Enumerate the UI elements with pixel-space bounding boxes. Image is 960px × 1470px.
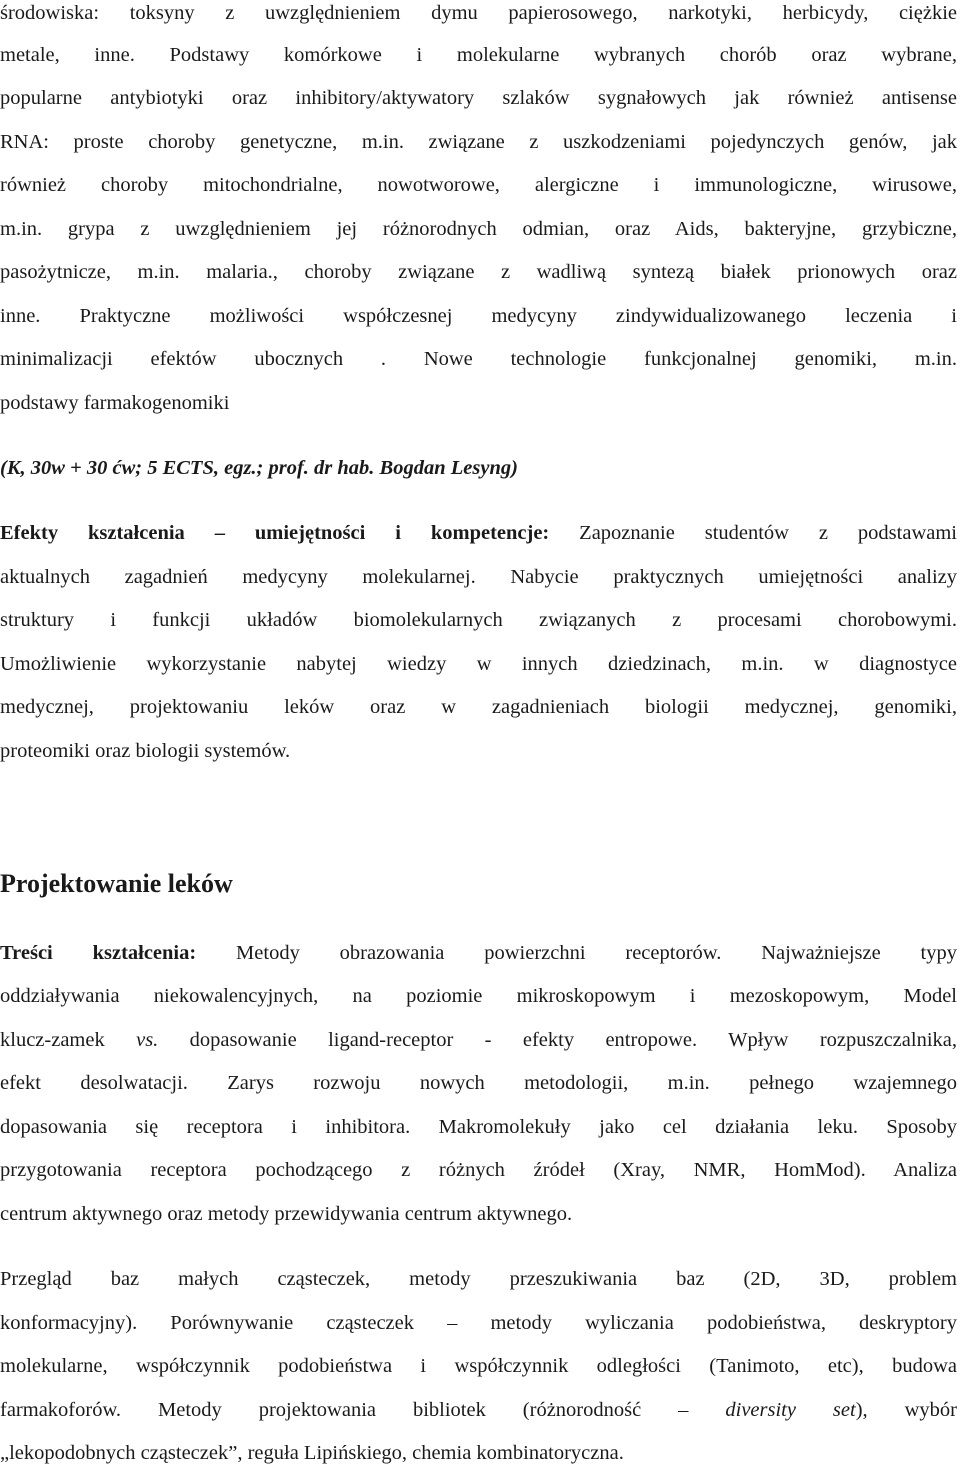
effects-label: Efekty kształcenia – umiejętności i kompetencje: [0,522,550,544]
text-line: centrum aktywnego oraz metody przewidywania centrum aktywnego. [0,1203,573,1225]
text-line: Przegląd baz małych cząsteczek, metody przeszukiwania baz (2D, 3D, problem [0,1268,957,1290]
text-line: RNA: proste choroby genetyczne, m.in. związane z uszkodzeniami pojedynczych genów, jak [0,131,957,153]
text-line: dopasowania się receptora i inhibitora. Makromolekuły jako cel działania leku. Sposoby [0,1116,957,1138]
text-line: oddziaływania niekowalencyjnych, na poziomie mikroskopowym i mezoskopowym, Model [0,985,957,1007]
effects-line [0,519,957,547]
text-line: proteomiki oraz biologii systemów. [0,740,291,762]
content-line [0,939,957,967]
text-line: konformacyjny). Porównywanie cząsteczek – metody wyliczania podobieństwa, deskryptory [0,1312,957,1334]
text-line: pasożytnicze, m.in. malaria., choroby związane z wadliwą syntezą białek prionowych oraz [0,261,957,283]
text-line: aktualnych zagadnień medycyny molekularnej. Nabycie praktycznych umiejętności analizy [0,566,957,588]
text-segment: farmakoforów. Metody projektowania bibliotek (różnorodność – [0,1399,726,1421]
course-info: (K, 30w + 30 ćw; 5 ECTS, egz.; prof. dr hab. Bogdan Lesyng) [0,457,518,479]
text-line: Umożliwienie wykorzystanie nabytej wiedzy w innych dziedzinach, m.in. w diagnostyce [0,653,957,675]
text-segment: klucz-zamek [0,1029,137,1051]
effects-text: Zapoznanie studentów z podstawami [549,522,957,544]
italic-vs: vs. [136,1029,159,1051]
section-heading: Projektowanie leków [0,869,233,898]
text-line: struktury i funkcji układów biomolekularnych związanych z procesami chorobowymi. [0,609,957,631]
text-line: przygotowania receptora pochodzącego z różnych źródeł (Xray, NMR, HomMod). Analiza [0,1159,957,1181]
text-line [0,1026,957,1054]
text-line: „lekopodobnych cząsteczek”, reguła Lipińskiego, chemia kombinatoryczna. [0,1442,624,1464]
text-line: podstawy farmakogenomiki [0,392,230,414]
text-line: medycznej, projektowaniu leków oraz w zagadnieniach biologii medycznej, genomiki, [0,696,957,718]
italic-diversity-set: diversity set [725,1399,856,1421]
text-segment: dopasowanie ligand-receptor - efekty entropowe. Wpływ rozpuszczalnika, [158,1029,957,1051]
text-line: metale, inne. Podstawy komórkowe i molekularne wybranych chorób oraz wybrane, [0,44,957,66]
content-text: Metody obrazowania powierzchni receptorów. Najważniejsze typy [196,942,957,964]
text-line: minimalizacji efektów ubocznych . Nowe technologie funkcjonalnej genomiki, m.in. [0,348,957,370]
text-segment: ), wybór [855,1399,957,1421]
text-line: inne. Praktyczne możliwości współczesnej medycyny zindywidualizowanego leczenia i [0,305,957,327]
content-label: Treści kształcenia: [0,942,197,964]
text-line: środowiska: toksyny z uwzględnieniem dymu papierosowego, narkotyki, herbicydy, ciężkie [0,2,957,24]
text-line: popularne antybiotyki oraz inhibitory/aktywatory szlaków sygnałowych jak również antisense [0,87,957,109]
text-line: efekt desolwatacji. Zarys rozwoju nowych metodologii, m.in. pełnego wzajemnego [0,1072,957,1094]
text-line [0,1396,957,1424]
text-line: m.in. grypa z uwzględnieniem jej różnorodnych odmian, oraz Aids, bakteryjne, grzybiczne, [0,218,957,240]
text-line: molekularne, współczynnik podobieństwa i współczynnik odległości (Tanimoto, etc), budowa [0,1355,957,1377]
text-line: również choroby mitochondrialne, nowotworowe, alergiczne i immunologiczne, wirusowe, [0,174,957,196]
